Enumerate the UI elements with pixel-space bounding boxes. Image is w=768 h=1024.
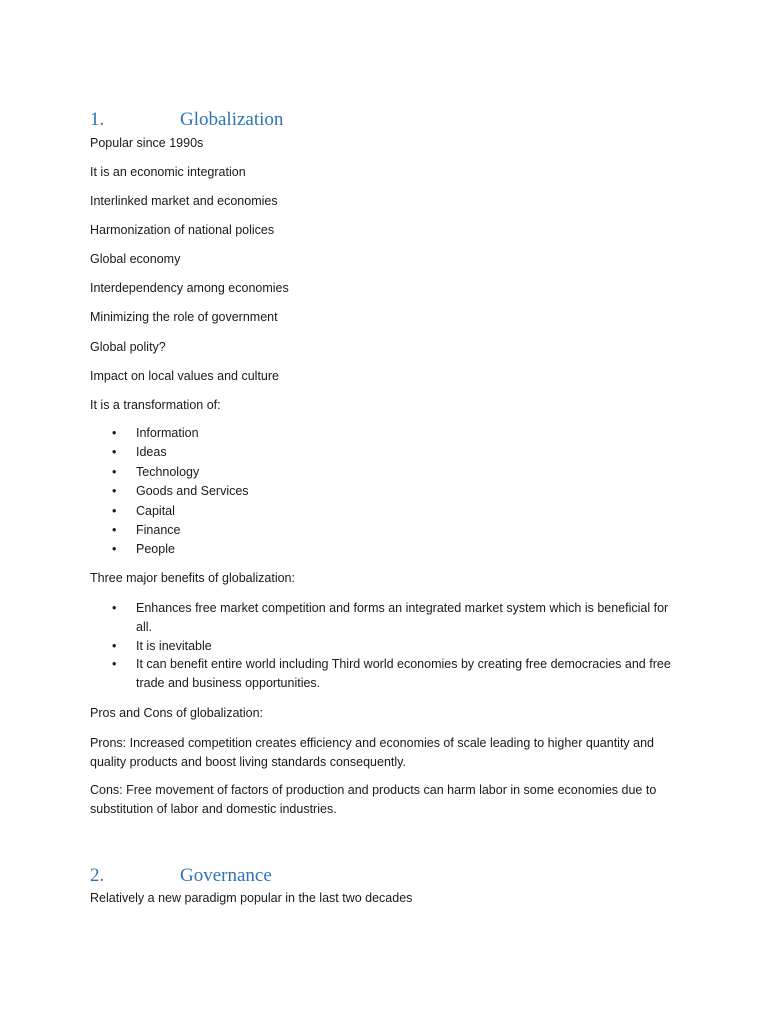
paragraph: Relatively a new paradigm popular in the last two decades	[90, 891, 413, 905]
bullet-icon: •	[112, 638, 117, 653]
heading-number: 1.	[90, 109, 105, 130]
paragraph: Harmonization of national polices	[90, 223, 275, 237]
bullet-icon: •	[112, 657, 117, 672]
paragraph: Interlinked market and economies	[90, 194, 278, 208]
paragraph: Impact on local values and culture	[90, 369, 279, 383]
bullet-icon: •	[112, 523, 117, 538]
paragraph: Interdependency among economies	[90, 281, 289, 295]
heading-globalization	[90, 109, 283, 131]
paragraph: Minimizing the role of government	[90, 310, 278, 324]
list-item: • It can benefit entire world including Third world economies by creating free democracies and free trade and business opportunities.	[112, 657, 671, 691]
list-item: • Technology	[112, 463, 682, 482]
paragraph: Global economy	[90, 252, 181, 266]
bullet-icon: •	[112, 484, 117, 499]
paragraph: Three major benefits of globalization:	[90, 571, 295, 585]
list-item: • Enhances free market competition and forms an integrated market system which is beneficial for all.	[112, 601, 669, 634]
bullet-icon: •	[112, 601, 117, 615]
pros-paragraph: Prons: Increased competition creates efficiency and economies of scale leading to higher quantity and quality products and boost living standards consequently.	[90, 736, 654, 769]
heading-number: 2.	[90, 865, 105, 886]
list-item: • Ideas	[112, 443, 682, 462]
heading-title: Governance	[180, 865, 272, 886]
transformation-list	[112, 424, 682, 560]
paragraph: It is an economic integration	[90, 165, 246, 179]
paragraph: It is a transformation of:	[90, 398, 221, 412]
bullet-icon: •	[112, 464, 117, 479]
bullet-icon: •	[112, 503, 117, 518]
heading-governance	[90, 865, 272, 887]
paragraph: Pros and Cons of globalization:	[90, 706, 264, 720]
list-item: • Information	[112, 424, 682, 443]
list-item: • It is inevitable	[112, 637, 682, 656]
list-item: • Goods and Services	[112, 482, 682, 501]
benefits-list	[112, 599, 682, 693]
paragraph: Popular since 1990s	[90, 136, 204, 150]
heading-title: Globalization	[180, 109, 284, 130]
list-item: • Capital	[112, 502, 682, 521]
bullet-icon: •	[112, 542, 117, 557]
cons-paragraph: Cons: Free movement of factors of production and products can harm labor in some economies due to substitution of labor and domestic industries.	[90, 783, 657, 816]
paragraph: Global polity?	[90, 340, 166, 354]
list-item: • Finance	[112, 521, 682, 540]
bullet-icon: •	[112, 445, 117, 460]
list-item: • People	[112, 540, 682, 559]
bullet-icon: •	[112, 426, 117, 440]
